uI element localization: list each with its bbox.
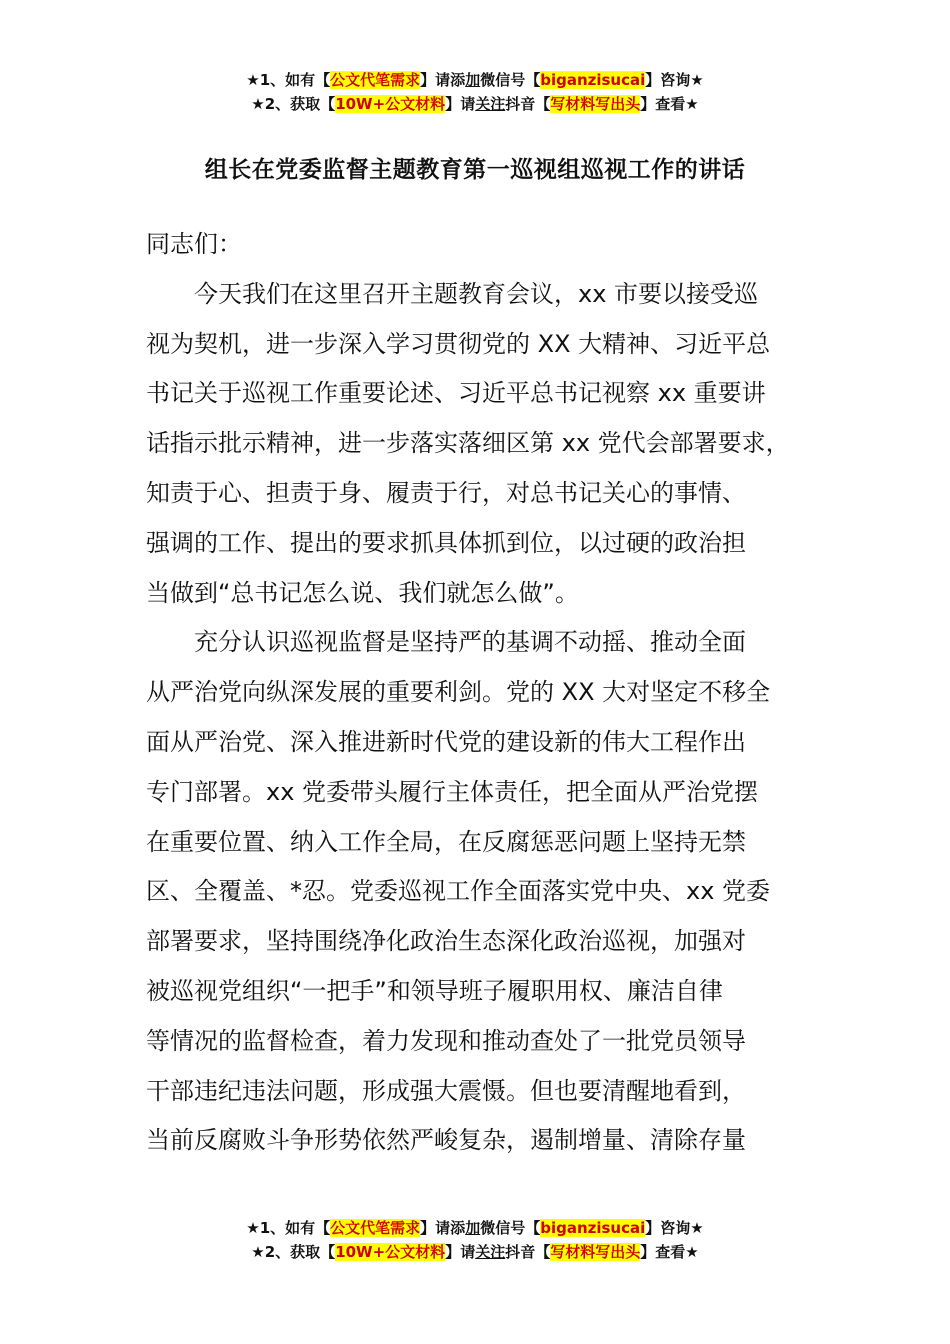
paragraph-line: 当做到“总书记怎么说、我们就怎么做”。 <box>146 578 579 607</box>
banner-text: ★2、获取【 <box>251 95 336 113</box>
header-banner <box>0 68 950 116</box>
banner-text: 】查看★ <box>640 95 699 113</box>
banner-text: 】请添 <box>420 71 466 89</box>
paragraph-line: 专门部署。xx 党委带头履行主体责任，把全面从严治党摆 <box>146 777 759 806</box>
banner-line-2 <box>0 92 950 116</box>
paragraph-line: 等情况的监督检查，着力发现和推动查处了一批党员领导 <box>146 1026 746 1055</box>
underlined-text: 加 <box>465 71 481 89</box>
paragraph-line: 部署要求，坚持围绕净化政治生态深化政治巡视，加强对 <box>146 927 746 956</box>
banner-text: 】咨询★ <box>645 1219 704 1237</box>
douyin-account: 写材料写出头 <box>550 1243 641 1261</box>
underlined-text: 加 <box>465 1219 481 1237</box>
paragraph-line: 被巡视党组织“一把手”和领导班子履职用权、廉洁自律 <box>146 976 723 1005</box>
salutation: 同志们： <box>146 230 242 258</box>
paragraph-line: 书记关于巡视工作重要论述、习近平总书记视察 xx 重要讲 <box>146 379 766 408</box>
douyin-account: 写材料写出头 <box>550 95 641 113</box>
banner-text: 】请 <box>445 1243 476 1261</box>
paragraph-line: 今天我们在这里召开主题教育会议，xx 市要以接受巡 <box>194 279 759 308</box>
paragraph-line: 干部违纪违法问题，形成强大震慑。但也要清醒地看到， <box>146 1076 746 1105</box>
paragraph-line: 视为契机，进一步深入学习贯彻党的 XX 大精神、习近平总 <box>146 329 771 358</box>
paragraph-line: 充分认识巡视监督是坚持严的基调不动摇、推动全面 <box>194 628 746 657</box>
document-body <box>146 220 826 1166</box>
banner-line-2 <box>0 1240 950 1264</box>
banner-text: 微信号【 <box>480 1219 541 1237</box>
document-title: 组长在党委监督主题教育第一巡视组巡视工作的讲话 <box>204 157 746 183</box>
paragraph-line: 在重要位置、纳入工作全局，在反腐惩恶问题上坚持无禁 <box>146 827 746 856</box>
highlight-text: 公文代笔需求 <box>330 71 421 89</box>
underlined-text: 关注 <box>475 95 506 113</box>
paragraph-line: 面从严治党、深入推进新时代党的建设新的伟大工程作出 <box>146 727 746 756</box>
highlight-text: 公文代笔需求 <box>330 1219 421 1237</box>
paragraph-line: 从严治党向纵深发展的重要利剑。党的 XX 大对坚定不移全 <box>146 678 771 707</box>
wechat-id: biganzisucai <box>540 1219 646 1237</box>
paragraph-line: 当前反腐败斗争形势依然严峻复杂，遏制增量、清除存量 <box>146 1126 746 1155</box>
highlight-text: 10W+公文材料 <box>335 95 446 113</box>
paragraph-line: 区、全覆盖、*忍。党委巡视工作全面落实党中央、xx 党委 <box>146 877 771 906</box>
banner-text: 】请 <box>445 95 476 113</box>
paragraph-line: 强调的工作、提出的要求抓具体抓到位，以过硬的政治担 <box>146 528 746 557</box>
paragraph-line: 知责于心、担责于身、履责于行，对总书记关心的事情、 <box>146 478 746 507</box>
banner-text: ★1、如有【 <box>246 71 331 89</box>
banner-line-1 <box>0 1216 950 1240</box>
banner-text: 】请添 <box>420 1219 466 1237</box>
banner-line-1 <box>0 68 950 92</box>
banner-text: 抖音【 <box>505 1243 551 1261</box>
banner-text: 微信号【 <box>480 71 541 89</box>
banner-text: 抖音【 <box>505 95 551 113</box>
banner-text: 】咨询★ <box>645 71 704 89</box>
underlined-text: 关注 <box>475 1243 506 1261</box>
banner-text: 】查看★ <box>640 1243 699 1261</box>
wechat-id: biganzisucai <box>540 71 646 89</box>
paragraph-line: 话指示批示精神，进一步落实落细区第 xx 党代会部署要求， <box>146 429 790 458</box>
banner-text: ★2、获取【 <box>251 1243 336 1261</box>
highlight-text: 10W+公文材料 <box>335 1243 446 1261</box>
banner-text: ★1、如有【 <box>246 1219 331 1237</box>
footer-banner <box>0 1216 950 1264</box>
